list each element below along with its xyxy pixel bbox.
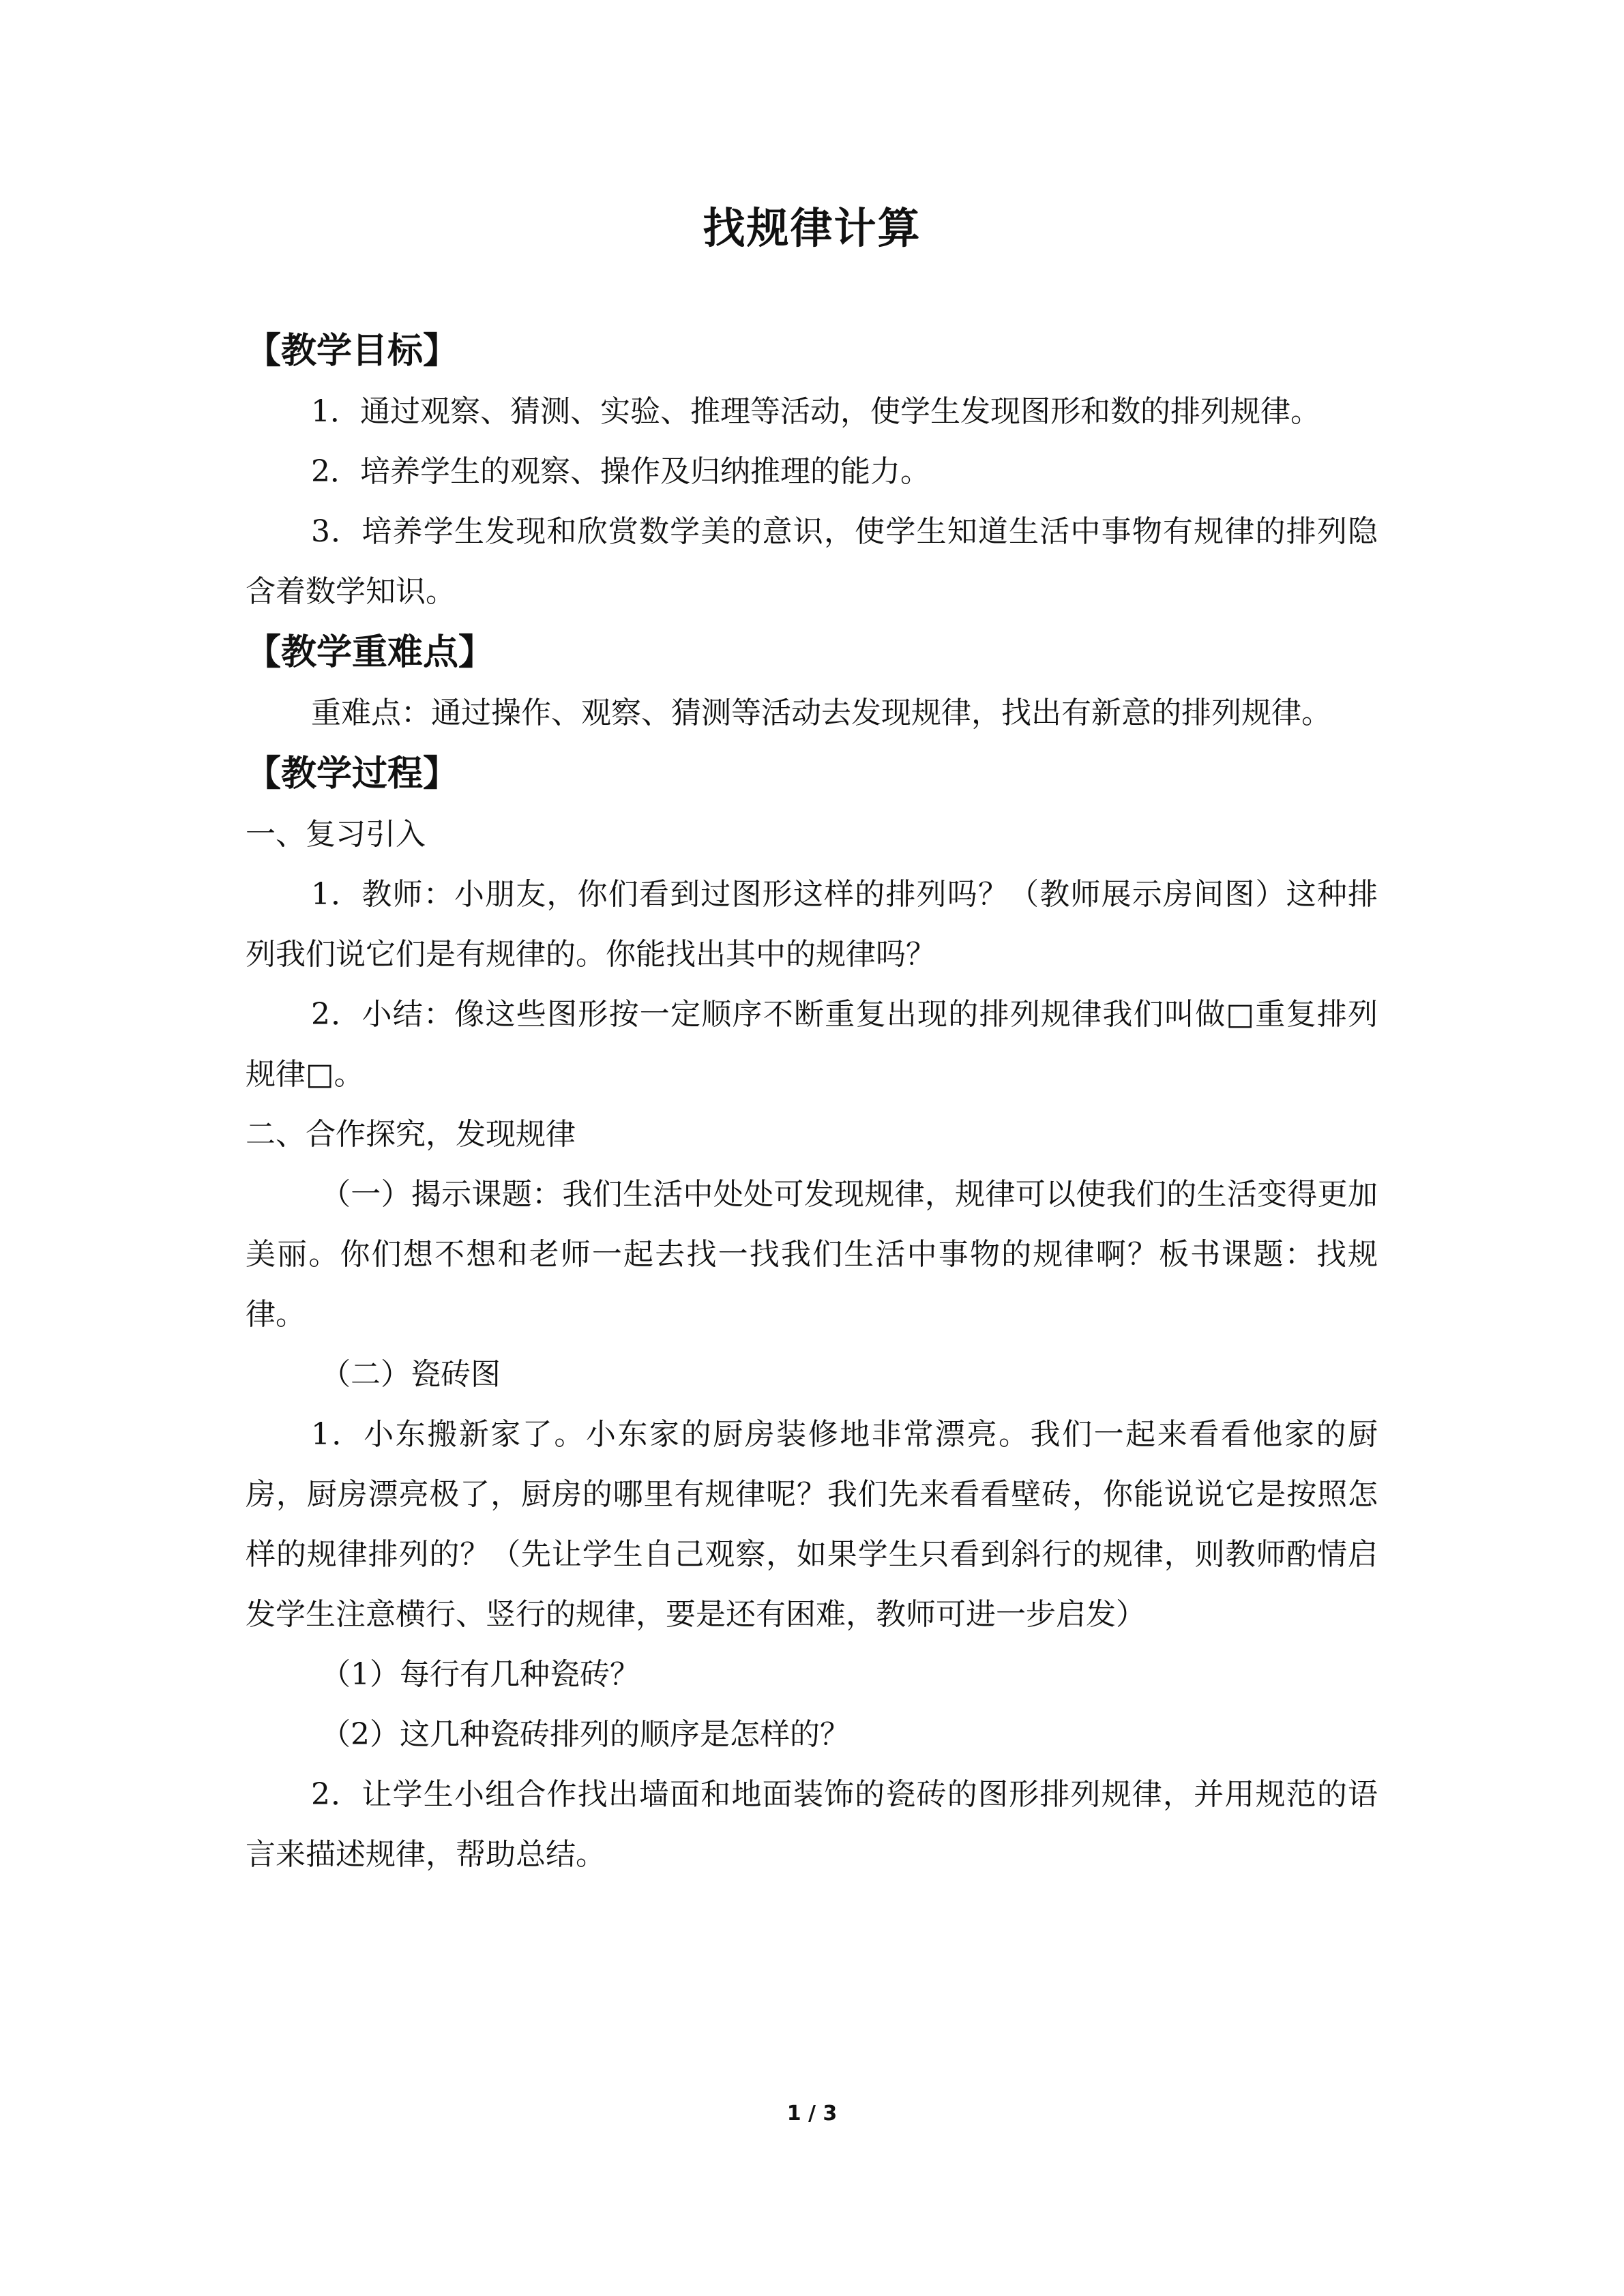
objectives-heading: 【教学目标】 bbox=[246, 331, 459, 372]
objective-item-3: 3．培养学生发现和欣赏数学美的意识，使学生知道生活中事物有规律的排列隐含着数学知识。 bbox=[246, 514, 1378, 609]
page-number: 1 / 3 bbox=[786, 2102, 838, 2126]
objective-item-2: 2．培养学生的观察、操作及归纳推理的能力。 bbox=[311, 454, 930, 489]
part2-item-1: 1．小东搬新家了。小东家的厨房装修地非常漂亮。我们一起来看看他家的厨房，厨房漂亮极了，厨房的哪里有规律呢？我们先来看看壁砖，你能说说它是按照怎样的规律排列的？（先让学生自己观察，如果学生只看到斜行的规律，则教师酌情启发学生注意横行、竖行的规律，要是还有困难，教师可进一步启发） bbox=[246, 1417, 1378, 1632]
keypoints-heading: 【教学重难点】 bbox=[246, 632, 494, 673]
part1-title: 一、复习引入 bbox=[246, 817, 426, 852]
objective-item-1: 1．通过观察、猜测、实验、推理等活动，使学生发现图形和数的排列规律。 bbox=[311, 394, 1320, 429]
part2-question-1: （1）每行有几种瓷砖？ bbox=[321, 1657, 640, 1692]
part2-item-2: 2．让学生小组合作找出墙面和地面装饰的瓷砖的图形排列规律，并用规范的语言来描述规律，帮助总结。 bbox=[246, 1777, 1378, 1872]
part2-sub2: （二）瓷砖图 bbox=[321, 1357, 501, 1392]
part2-question-2: （2）这几种瓷砖排列的顺序是怎样的？ bbox=[321, 1717, 850, 1752]
part1-item-2: 2．小结：像这些图形按一定顺序不断重复出现的排列规律我们叫做□重复排列规律□。 bbox=[246, 997, 1378, 1092]
keypoints-text: 重难点：通过操作、观察、猜测等活动去发现规律，找出有新意的排列规律。 bbox=[311, 696, 1331, 730]
document-body bbox=[246, 320, 1378, 1885]
part2-sub1: （一）揭示课题：我们生活中处处可发现规律，规律可以使我们的生活变得更加美丽。你们想不想和老师一起去找一找我们生活中事物的规律啊？板书课题：找规律。 bbox=[246, 1177, 1378, 1332]
part2-title: 二、合作探究，发现规律 bbox=[246, 1117, 576, 1152]
part1-item-1: 1．教师：小朋友，你们看到过图形这样的排列吗？（教师展示房间图）这种排列我们说它们是有规律的。你能找出其中的规律吗？ bbox=[246, 877, 1378, 972]
document-title: 找规律计算 bbox=[703, 203, 921, 253]
process-heading: 【教学过程】 bbox=[246, 754, 459, 794]
